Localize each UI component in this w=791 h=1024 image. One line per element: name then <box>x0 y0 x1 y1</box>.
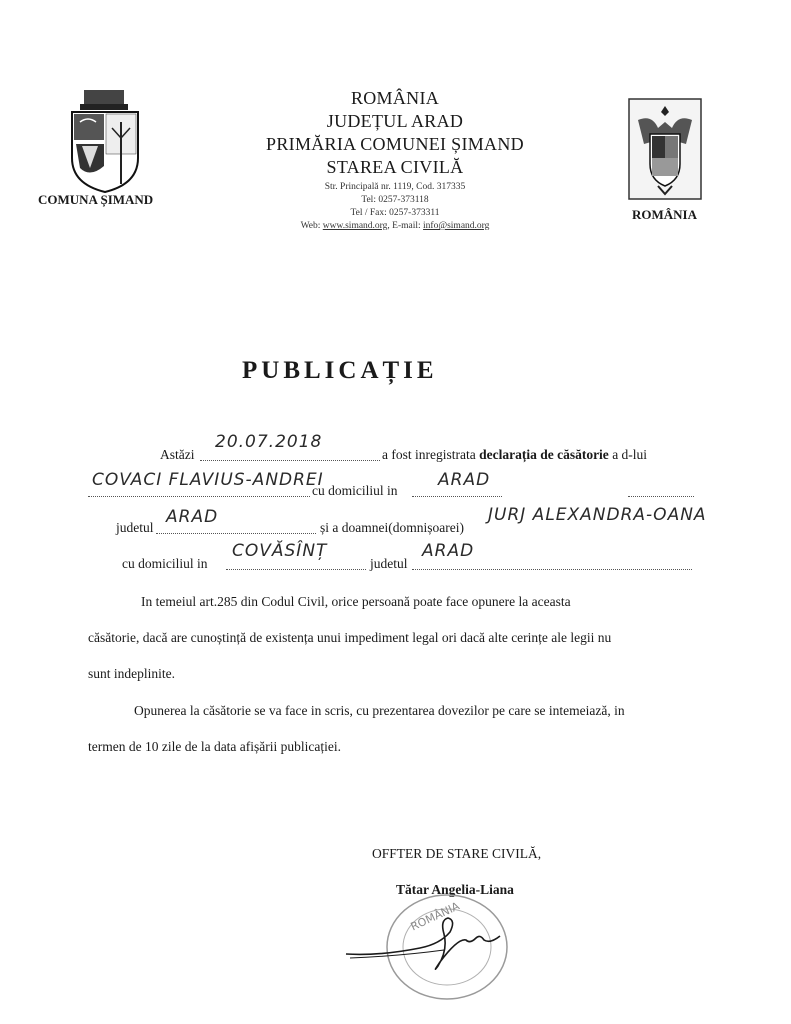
bride-county-value: ARAD <box>422 541 475 561</box>
and-mrs-label: și a doamnei(domnișoarei) <box>320 520 464 535</box>
to-mr-label: a d-lui <box>608 447 648 462</box>
county-label-2: judetul <box>370 556 408 571</box>
left-crest <box>60 88 150 198</box>
form-line-4 <box>122 541 702 575</box>
signature-role: OFFTER DE STARE CIVILĂ, <box>372 846 542 861</box>
declaration-label: declarația de căsătorie <box>479 447 609 462</box>
groom-county-value: ARAD <box>166 507 219 527</box>
web-label: Web: <box>300 221 323 231</box>
signature-scribble <box>340 910 530 980</box>
right-crest-label: ROMÂNIA <box>632 207 697 222</box>
signature-icon <box>340 910 530 980</box>
form-line-2 <box>88 470 698 502</box>
page-title: PUBLICAȚIE <box>242 357 438 384</box>
header-department: STAREA CIVILĂ <box>326 157 464 177</box>
header-country: ROMÂNIA <box>350 88 440 108</box>
header-office: PRIMĂRIA COMUNEI ȘIMAND <box>266 134 524 154</box>
registered-text <box>382 447 647 463</box>
paragraph-1-line-1: In temeiul art.285 din Codul Civil, orice persoană poate face opunere la aceasta <box>141 594 571 609</box>
header-phone: Tel: 0257-373118 <box>361 195 429 205</box>
groom-domicile-value: ARAD <box>438 470 491 490</box>
paragraph-2-line-1: Opunerea la căsătorie se va face in scris, cu prezentarea dovezilor pe care se intemeiază, in <box>134 703 625 718</box>
coat-of-arms-romania-icon <box>628 98 702 202</box>
extra-line <box>628 482 694 497</box>
astazi-label: Astăzi <box>160 447 195 462</box>
county-label: judetul <box>116 520 154 535</box>
stamp-text: ROMÂNIA <box>408 899 462 934</box>
bride-domicile-value: COVĂSÎNȚ <box>232 541 328 561</box>
header-address: Str. Principală nr. 1119, Cod. 317335 <box>324 182 466 192</box>
header-county: JUDEȚUL ARAD <box>326 111 464 131</box>
paragraph-2-line-2: termen de 10 zile de la data afișării publicației. <box>88 739 342 754</box>
bride-name-value: JURJ ALEXANDRA-OANA <box>488 505 707 525</box>
registered-label: a fost inregistrata <box>382 447 480 462</box>
email-label: , E-mail: <box>387 221 424 231</box>
form-line-1 <box>160 432 700 466</box>
paragraph-1-line-3: sunt indeplinite. <box>88 666 175 681</box>
form-line-3 <box>116 505 716 539</box>
header-fax: Tel / Fax: 0257-373311 <box>350 208 440 218</box>
email-link[interactable]: info@simand.org <box>423 221 490 231</box>
web-link[interactable]: www.simand.org <box>322 221 388 231</box>
date-value: 20.07.2018 <box>215 432 323 452</box>
signature-name: Tătar Angelia-Liana <box>396 882 514 897</box>
domicile-label: cu domiciliul in <box>312 483 398 498</box>
right-crest <box>628 98 702 202</box>
header-web <box>230 221 560 232</box>
coat-of-arms-simand-icon <box>60 88 150 198</box>
left-crest-label: COMUNA ȘIMAND <box>38 192 154 207</box>
groom-name-value: COVACI FLAVIUS-ANDREI <box>92 470 324 490</box>
domicile-label-2: cu domiciliul in <box>122 556 208 571</box>
paragraph-1-line-2: căsătorie, dacă are cunoștință de existența unui impediment legal ori dacă alte cerințe ale legii nu <box>88 630 612 645</box>
